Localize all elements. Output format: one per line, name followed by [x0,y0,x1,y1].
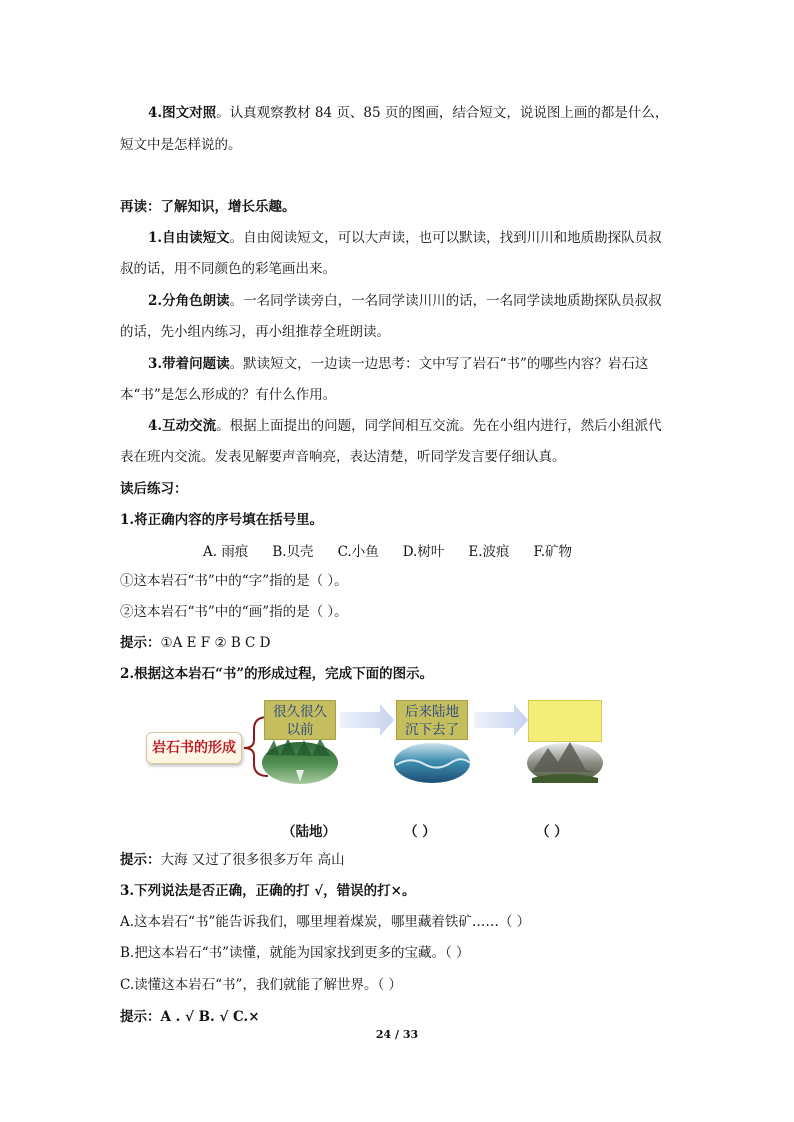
p4-line1 [148,416,662,436]
arrow-2 [474,704,528,736]
caption-3: （ ） [536,824,568,840]
option-a: A. 雨痕 [203,544,249,560]
sec4-line2: 短文中是怎样说的。 [120,137,242,153]
option-d: D.树叶 [402,544,445,560]
q1-hint-text: ①A E F ② B C D [160,635,271,651]
q3-b: B.把这本岩石“书”读懂，就能为国家找到更多的宝藏。（ ） [120,945,470,961]
practice-heading: 读后练习： [120,481,188,497]
p4-text1: 。根据上面提出的问题，同学间相互交流。先在小组内进行，然后小组派代 [216,418,662,434]
mountain-image [527,743,603,783]
option-c: C.小鱼 [337,544,379,560]
q2-title: 2.根据这本岩石“书”的形成过程，完成下面的图示。 [120,666,434,682]
caption-2: （ ） [404,824,436,840]
q3-title: 3.下列说法是否正确，正确的打 √，错误的打×。 [120,883,416,899]
hint-label: 提示： [120,852,161,868]
q2-hint [120,850,345,870]
p3-head: 3.带着问题读 [148,356,230,372]
hint-label: 提示： [120,635,161,651]
option-f: F.矿物 [533,544,573,560]
sec4-num: 4. [148,105,163,121]
q3-a: A.这本岩石“书”能告诉我们，哪里埋着煤炭，哪里藏着铁矿……（ ） [120,914,531,930]
sec4-text1: 。认真观察教材 84 页、85 页的图画，结合短文，说说图上画的都是什么， [216,105,669,121]
sec4-line1 [148,103,668,123]
p1-text1: 。自由阅读短文，可以大声读，也可以默读，找到川川和地质勘探队员叔 [229,230,662,246]
stage-1-box [264,700,336,740]
q1-hint [120,633,271,653]
q1-item1: ①这本岩石“书”中的“字”指的是（ ）。 [120,573,348,589]
p2-line1 [148,291,662,311]
arrow-1 [340,704,394,736]
forest-image [262,742,338,784]
stage-2-line2: 沉下去了 [405,722,459,738]
stage-1-line2: 以前 [286,722,314,738]
p1-head: 1.自由读短文 [148,230,230,246]
option-e: E.波痕 [468,544,510,560]
stage-1-line1: 很久很久 [273,704,327,720]
hint-label: 提示： [120,1009,161,1025]
caption-1: （陆地） [282,824,336,840]
p3-line1 [148,354,648,374]
p2-line2: 的话，先小组内练习，再小组推荐全班朗读。 [120,324,390,340]
p3-text1: 。默读短文，一边读一边思考：文中写了岩石“书”的哪些内容？岩石这 [229,356,649,372]
q1-title: 1.将正确内容的序号填在括号里。 [120,512,324,528]
p1-line1 [148,228,662,248]
q1-options [203,540,596,560]
p4-head: 4.互动交流 [148,418,217,434]
q3-hint-text: A . √ B. √ C.× [160,1009,260,1025]
q3-c: C.读懂这本岩石“书”，我们就能了解世界。（ ） [120,977,402,993]
p4-line2: 表在班内交流。发表见解要声音响亮，表达清楚，听同学发言要仔细认真。 [120,449,566,465]
reread-heading: 再读：了解知识，增长乐趣。 [120,199,296,215]
q1-item2: ②这本岩石“书”中的“画”指的是（ ）。 [120,604,348,620]
sea-image [394,743,470,783]
page-number: 24 / 33 [375,1028,419,1041]
stage-3-box [528,700,602,742]
q2-hint-text: 大海 又过了很多很多万年 高山 [160,852,345,868]
p3-line2: 本“书”是怎么形成的？有什么作用。 [120,387,337,403]
p2-head: 2.分角色朗读 [148,293,230,309]
q3-hint [120,1007,260,1027]
stage-2-box [396,700,468,740]
sec4-head: 图文对照 [162,105,217,121]
p2-text1: 。一名同学读旁白，一名同学读川川的话，一名同学读地质勘探队员叔叔 [229,293,662,309]
stage-2-line1: 后来陆地 [405,704,459,720]
diagram-root-label: 岩石书的形成 [146,732,242,764]
option-b: B.贝壳 [272,544,314,560]
p1-line2: 叔的话，用不同颜色的彩笔画出来。 [120,261,336,277]
